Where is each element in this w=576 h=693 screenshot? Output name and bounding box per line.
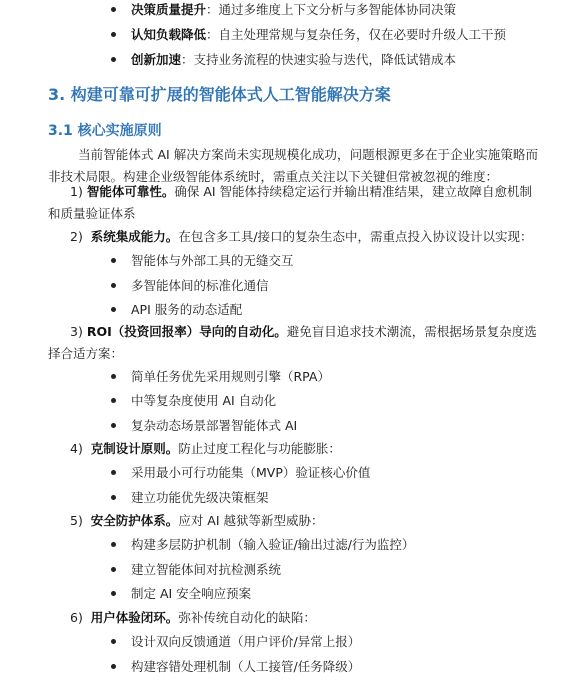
principle-5: 5) 安全防护体系。应对 AI 越狱等新型威胁： <box>70 513 324 528</box>
list-item <box>0 302 576 322</box>
bullet-text: 复杂动态场景部署智能体式 AI <box>131 418 298 433</box>
bullet-dot <box>111 542 116 547</box>
bullet-dot <box>111 398 116 403</box>
bullet-text: 制定 AI 安全响应预案 <box>131 586 252 601</box>
bullet-dot <box>111 258 116 263</box>
bullet-text: 多智能体间的标准化通信 <box>131 278 269 293</box>
bullet-dot <box>111 32 116 37</box>
bullet-dot <box>111 664 116 669</box>
subsection-heading: 3.1 核心实施原则 <box>48 123 162 139</box>
principle-4: 4) 克制设计原则。防止过度工程化与功能膨胀： <box>70 441 341 456</box>
list-item <box>0 278 576 298</box>
list-item <box>0 490 576 510</box>
bullet-dot <box>111 7 116 12</box>
principle-2: 2) 系统集成能力。在包含多工具/接口的复杂生态中，需重点投入协议设计以实现： <box>70 229 533 244</box>
bullet-text: 建立功能优先级决策框架 <box>131 490 269 505</box>
list-item <box>0 393 576 413</box>
bullet-text: 构建多层防护机制（输入验证/输出过滤/行为监控） <box>131 537 415 552</box>
bullet-text: 中等复杂度使用 AI 自动化 <box>131 393 277 408</box>
bullet-text: 设计双向反馈通道（用户评价/异常上报） <box>131 634 361 649</box>
bullet-dot <box>111 495 116 500</box>
bullet-text: 决策质量提升：通过多维度上下文分析与多智能体协同决策 <box>131 2 457 17</box>
bullet-text: 建立智能体间对抗检测系统 <box>131 562 282 577</box>
bullet-dot <box>111 423 116 428</box>
list-item <box>0 465 576 485</box>
list-item <box>0 253 576 273</box>
list-item <box>0 2 576 22</box>
list-item <box>0 634 576 654</box>
bullet-text: API 服务的动态适配 <box>131 302 243 317</box>
bullet-text: 构建容错处理机制（人工接管/任务降级） <box>131 659 361 674</box>
principle-1: 1) 智能体可靠性。确保 AI 智能体持续稳定运行并输出精准结果，建立故障自愈机制和质量验证体系 <box>48 184 533 221</box>
bullet-dot <box>111 470 116 475</box>
bullet-dot <box>111 283 116 288</box>
bullet-dot <box>111 567 116 572</box>
list-item <box>0 537 576 557</box>
list-item <box>0 586 576 606</box>
bullet-dot <box>111 374 116 379</box>
bullet-dot <box>111 591 116 596</box>
bullet-text: 采用最小可行功能集（MVP）验证核心价值 <box>131 465 371 480</box>
section-heading: 3. 构建可靠可扩展的智能体式人工智能解决方案 <box>48 85 391 104</box>
bullet-text: 认知负载降低：自主处理常规与复杂任务，仅在必要时升级人工干预 <box>131 27 507 42</box>
bullet-dot <box>111 639 116 644</box>
list-item <box>0 52 576 72</box>
bullet-text: 智能体与外部工具的无缝交互 <box>131 253 294 268</box>
list-item <box>0 659 576 679</box>
bullet-dot <box>111 307 116 312</box>
principle-3: 3) ROI（投资回报率）导向的自动化。避免盲目追求技术潮流，需根据场景复杂度选择合适方案： <box>48 324 537 361</box>
intro-paragraph: 当前智能体式 AI 解决方案尚未实现规模化成功，问题根源更多在于企业实施策略而非技术局限。构建企业级智能体系统时，需重点关注以下关键但常被忽视的维度： <box>48 147 538 184</box>
bullet-text: 创新加速：支持业务流程的快速实验与迭代，降低试错成本 <box>131 52 457 67</box>
bullet-text: 简单任务优先采用规则引擎（RPA） <box>131 369 330 384</box>
list-item <box>0 369 576 389</box>
bullet-dot <box>111 57 116 62</box>
list-item <box>0 562 576 582</box>
list-item <box>0 418 576 438</box>
principle-6: 6) 用户体验闭环。弥补传统自动化的缺陷： <box>70 610 316 625</box>
list-item <box>0 27 576 47</box>
